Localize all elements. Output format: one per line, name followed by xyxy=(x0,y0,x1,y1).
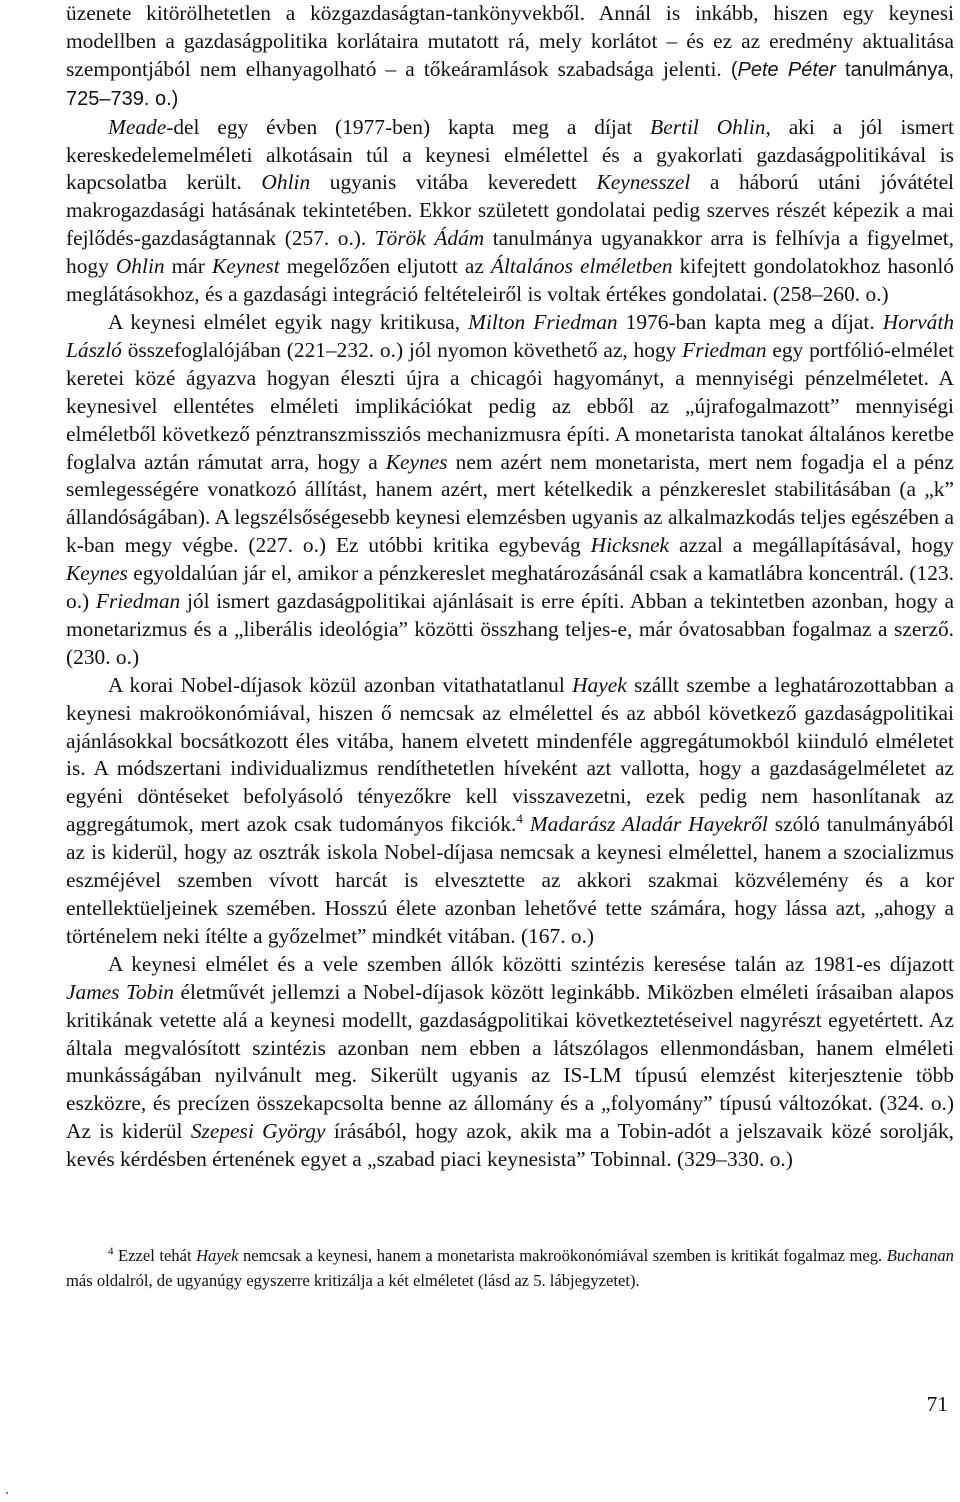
text-run: egyoldalúan jár el, amikor a pénzkereslet meghatározásánál csak a kamatlábra koncentrál. (123. o.) xyxy=(66,561,954,614)
author-name: Meade xyxy=(108,114,167,139)
text-run: ( xyxy=(730,58,738,81)
text-run: -del egy évben (1977-ben) kapta meg a díjat xyxy=(166,114,651,139)
text-run: , aki a jól ismert kereskedelemelméleti alkotásain túl a keynesi elmélettel és a gyakorlati gazdaságpolitikával is kapcsolatba került. xyxy=(66,114,954,195)
author-name: Keynes xyxy=(385,449,448,474)
paragraph-friedman xyxy=(66,309,954,672)
text-run: üzenete kitörölhetetlen a közgazdaságtan-tankönyvekből. Annál is inkább, hiszen egy keynesi modellben a gazdaságpolitika korlátaira mutatott rá, mely korlátot – és ez az eredmény aktualitása szempontjából nem elhanyagolható – a tőkeáramlások szabadsága jelenti. xyxy=(66,1,954,81)
author-name: Madarász Aladár Hayekről xyxy=(529,812,768,837)
scan-dot xyxy=(6,1492,8,1494)
paragraph-tobin xyxy=(66,951,954,1174)
author-name: Török Ádám xyxy=(374,226,485,251)
text-run: szállt szembe a leghatározottabban a keynesi makroökonómiával, hiszen ő nemcsak az elmélettel és az abból következő gazdaságpolitikai ajánlásokkal bocsátkozott éles vitába, hanem elvetett mindenféle aggregátumokból kiinduló elméletet is. A módszertani individualizmus rendíthetetlen híveként azt vallotta, hogy a gazdaságelméletet az egyéni döntéseket befolyásoló tényezőkre kell visszavezetni, ezek pedig nem hasonlítanak az aggregátumok, mert azok csak tudományos fikciók. xyxy=(66,672,954,837)
footnote-marker: 4 xyxy=(108,1245,114,1258)
author-name: Pete Péter xyxy=(737,58,836,81)
text-run: tanulmánya ugyanakkor arra is felhívja a figyelmet, hogy xyxy=(66,226,955,279)
author-name: Keynest xyxy=(211,254,280,279)
text-run: írásából, hogy azok, akik ma a Tobin-adót a jelszavaik közé sorolják, kevés kérdésben értenének egyet a „szabad piaci keynesista” Tobinnal. (329–330. o.) xyxy=(66,1119,955,1172)
paragraph-ohlin xyxy=(66,114,954,309)
text-run: más oldalról, de ugyanúgy egyszerre kritizálja a két elméletet (lásd az 5. lábjegyzetet). xyxy=(66,1271,640,1290)
text-run: azzal a megállapításával, hogy xyxy=(669,533,954,558)
text-run: egy portfólió-elmélet keretei közé ágyazva hogyan éleszti újra a chicagói hagyományt, a mennyiségi pénzelméletet. A keynesivel ellentétes elméleti implikációkat pedig az ebből az „újrafogalmazott” mennyiségi elméletből következő pénztranszmissziós mechanizmusra építi. A monetarista tanokat általános keretbe foglalva aztán rámutat arra, hogy a xyxy=(66,337,954,474)
paragraph-hayek xyxy=(66,672,954,951)
text-run: nem azért nem monetarista, mert nem fogadja el a pénz semlegességére vonatkozó állítást, hanem azért, mert kételkedik a pénzkereslet stabilitásában (a „k” állandóságában). A legszélsőségesebb keynesi elemzésben ugyanis az alkalmazkodás teljes egészében a k-ban megy végbe. (227. o.) Ez utóbbi kritika egybevág xyxy=(66,449,955,558)
text-run: már xyxy=(164,254,212,279)
text-run: szóló tanulmányából az is kiderül, hogy az osztrák iskola Nobel-díjasa nemcsak a keynesi elmélettel, hanem a szocializmus eszméjével szemben vívott harcát is elvesztette az akkori szakmai közvélemény és a kor entellektüeljeinek szemében. Hosszú élete azonban lehetővé tette számára, hogy lássa azt, „ahogy a történelem neki ítélte a győzelmet” mindkét vitában. (167. o.) xyxy=(66,812,954,948)
author-name: Hicksnek xyxy=(590,533,670,558)
author-name: Ohlin xyxy=(115,254,165,279)
text-run: a háború utáni jóvátétel makrogazdasági hatásának tekintetében. Ekkor született gondolatai pedig szerves részét képezik a mai fejlődés-gazdaságtannak (257. o.). xyxy=(66,170,955,251)
text-run: összefoglalójában (221–232. o.) jól nyomon követhető az, hogy xyxy=(121,337,683,362)
text-run: kifejtett gondolatokhoz hasonló meglátásokhoz, és a gazdasági integráció feltételeiről is voltak értékes gondolatai. (258–260. o.) xyxy=(66,254,954,307)
text-run: nemcsak a keynesi, hanem a monetarista makroökonómiával szemben is kritikát fogalmaz meg. xyxy=(238,1246,887,1265)
text-run: tanulmánya, 725–739. o.) xyxy=(66,58,954,110)
text-run: A keynesi elmélet egyik nagy kritikusa, xyxy=(108,309,469,334)
book-title: Általános elméletben xyxy=(490,254,673,279)
page-body xyxy=(66,0,954,1174)
text-run: életművét jellemzi a Nobel-díjasok között leginkább. Miközben elméleti írásaiban alapos kritikának vetette alá a keynesi modellt, gazdaságpolitikai következtetéseivel nagyrészt egyetértett. Az általa megvalósított szintézis azonban nem ebben a látszólagos ellenmondásban, hanem elméleti munkásságában nyilvánult meg. Sikerült ugyanis az IS-LM típusú elemzést kiterjesztenie több eszközre, és precízen összekapcsolta benne az állomány és a „folyomány” típusú változókat. (324. o.) Az is kiderül xyxy=(66,979,954,1144)
text-run: Ezzel tehát xyxy=(113,1246,197,1265)
text-run: jól ismert gazdaságpolitikai ajánlásait is erre építi. Abban a tekintetben azonban, hogy a monetarizmus és a „liberális ideológia” közötti összhang teljes-e, már óvatosabban fogalmaz a szerző. (230. o.) xyxy=(66,589,954,669)
text-run xyxy=(523,812,530,836)
author-name: Ohlin xyxy=(261,170,311,195)
author-name: Bertil Ohlin xyxy=(650,114,766,139)
text-run: megelőzően eljutott az xyxy=(279,254,491,279)
paragraph-continuation xyxy=(66,0,954,114)
text-run: A keynesi elmélet és a vele szemben állók közötti szintézis keresése talán az 1981-es díjazott xyxy=(108,951,954,976)
author-name: Buchanan xyxy=(886,1246,954,1265)
text-run: 1976-ban kapta meg a díjat. xyxy=(617,309,883,334)
author-name: Szepesi György xyxy=(190,1119,326,1144)
author-name: Milton Friedman xyxy=(468,309,618,334)
text-run: A korai Nobel-díjasok közül azonban vitathatatlanul xyxy=(108,672,573,697)
author-name: Friedman xyxy=(682,337,767,362)
author-name: Hayek xyxy=(572,672,627,697)
footnote xyxy=(66,1243,954,1293)
author-name: James Tobin xyxy=(66,979,174,1004)
page-number: 71 xyxy=(926,1392,948,1416)
footnote-reference[interactable]: 4 xyxy=(516,811,523,827)
author-name: Keynesszel xyxy=(596,170,691,195)
author-name: Hayek xyxy=(196,1246,239,1265)
text-run: ugyanis vitába keveredett xyxy=(310,170,597,195)
author-name: Keynes xyxy=(66,561,128,586)
author-name: Horváth László xyxy=(66,309,955,362)
author-name: Friedman xyxy=(95,589,181,614)
